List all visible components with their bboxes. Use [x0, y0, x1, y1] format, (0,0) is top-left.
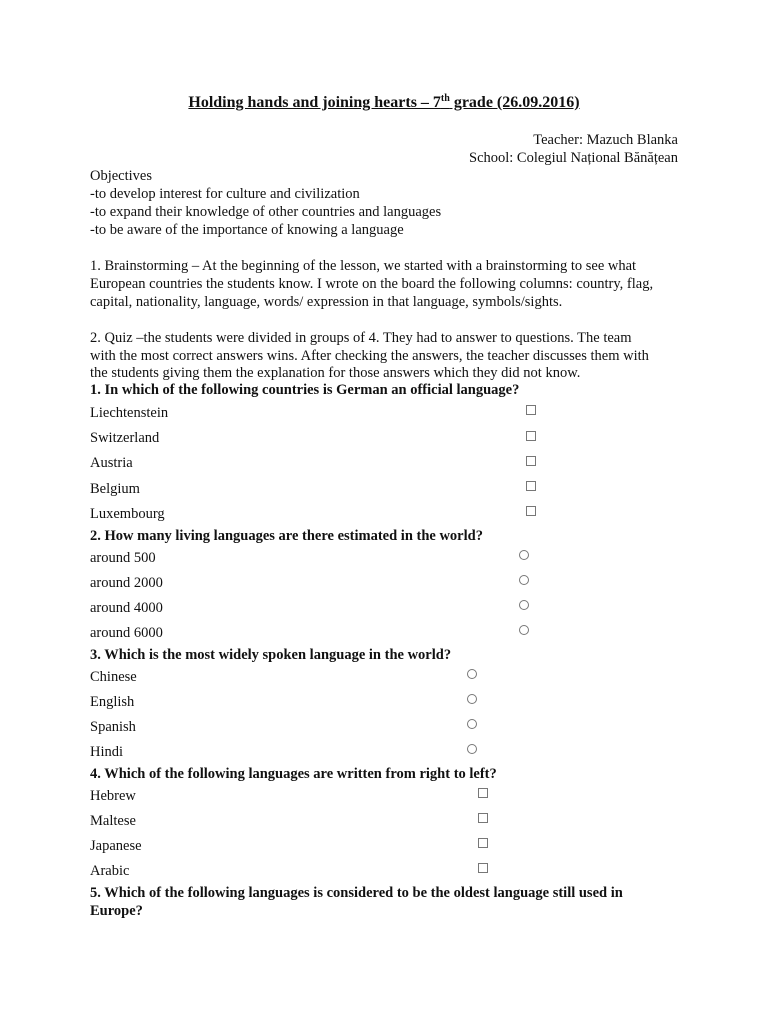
q2-option-label: around 2000 [90, 575, 163, 591]
question-1: 1. In which of the following countries is German an official language? [90, 382, 520, 398]
document-title [0, 94, 768, 112]
brainstorming-line: capital, nationality, language, words/ expression in that language, symbols/sights. [90, 294, 563, 310]
q4-option-label: Japanese [90, 838, 142, 854]
q1-option-label: Luxembourg [90, 506, 165, 522]
question-4: 4. Which of the following languages are written from right to left? [90, 766, 497, 782]
q2-option-radio[interactable] [519, 575, 529, 585]
q4-option-checkbox[interactable] [478, 813, 488, 823]
objective-item: -to expand their knowledge of other countries and languages [90, 204, 442, 220]
q3-option-label: English [90, 694, 135, 710]
q4-option-label: Maltese [90, 813, 136, 829]
q2-option-label: around 500 [90, 550, 156, 566]
title-main: Holding hands and joining hearts – 7 [188, 94, 441, 111]
q3-option-radio[interactable] [467, 719, 477, 729]
q1-option-label: Belgium [90, 481, 140, 497]
q3-option-label: Spanish [90, 719, 136, 735]
q3-option-radio[interactable] [467, 694, 477, 704]
quiz-line: 2. Quiz –the students were divided in groups of 4. They had to answer to questions. The team [90, 330, 632, 346]
q4-option-checkbox[interactable] [478, 863, 488, 873]
quiz-line: with the most correct answers wins. After checking the answers, the teacher discusses them with [90, 348, 649, 364]
objective-item: -to be aware of the importance of knowing a language [90, 222, 404, 238]
q1-option-checkbox[interactable] [526, 431, 536, 441]
q1-option-checkbox[interactable] [526, 456, 536, 466]
q2-option-radio[interactable] [519, 625, 529, 635]
objective-item: -to develop interest for culture and civilization [90, 186, 360, 202]
question-5-line-2: Europe? [90, 903, 143, 919]
q2-option-label: around 4000 [90, 600, 163, 616]
q4-option-label: Arabic [90, 863, 130, 879]
question-3: 3. Which is the most widely spoken language in the world? [90, 647, 452, 663]
school-line: School: Colegiul Național Bănățean [469, 150, 678, 166]
q1-option-label: Liechtenstein [90, 405, 169, 421]
title-sup: th [440, 93, 450, 104]
q2-option-radio[interactable] [519, 550, 529, 560]
q2-option-radio[interactable] [519, 600, 529, 610]
q3-option-label: Hindi [90, 744, 124, 760]
question-2: 2. How many living languages are there estimated in the world? [90, 528, 483, 544]
q3-option-radio[interactable] [467, 744, 477, 754]
brainstorming-line: 1. Brainstorming – At the beginning of the lesson, we started with a brainstorming to see what [90, 258, 637, 274]
objectives-heading: Objectives [90, 168, 153, 184]
q1-option-label: Switzerland [90, 430, 160, 446]
q4-option-checkbox[interactable] [478, 788, 488, 798]
q3-option-radio[interactable] [467, 669, 477, 679]
q2-option-label: around 6000 [90, 625, 163, 641]
q3-option-label: Chinese [90, 669, 137, 685]
quiz-line: the students giving them the explanation for those answers which they did not know. [90, 365, 581, 381]
q1-option-checkbox[interactable] [526, 481, 536, 491]
q4-option-label: Hebrew [90, 788, 136, 804]
q1-option-label: Austria [90, 455, 133, 471]
brainstorming-line: European countries the students know. I wrote on the board the following columns: country, flag, [90, 276, 654, 292]
q1-option-checkbox[interactable] [526, 506, 536, 516]
q4-option-checkbox[interactable] [478, 838, 488, 848]
q1-option-checkbox[interactable] [526, 405, 536, 415]
question-5-line-1: 5. Which of the following languages is considered to be the oldest language still used in [90, 885, 623, 901]
teacher-line: Teacher: Mazuch Blanka [533, 132, 678, 148]
title-rest: grade (26.09.2016) [449, 94, 580, 111]
